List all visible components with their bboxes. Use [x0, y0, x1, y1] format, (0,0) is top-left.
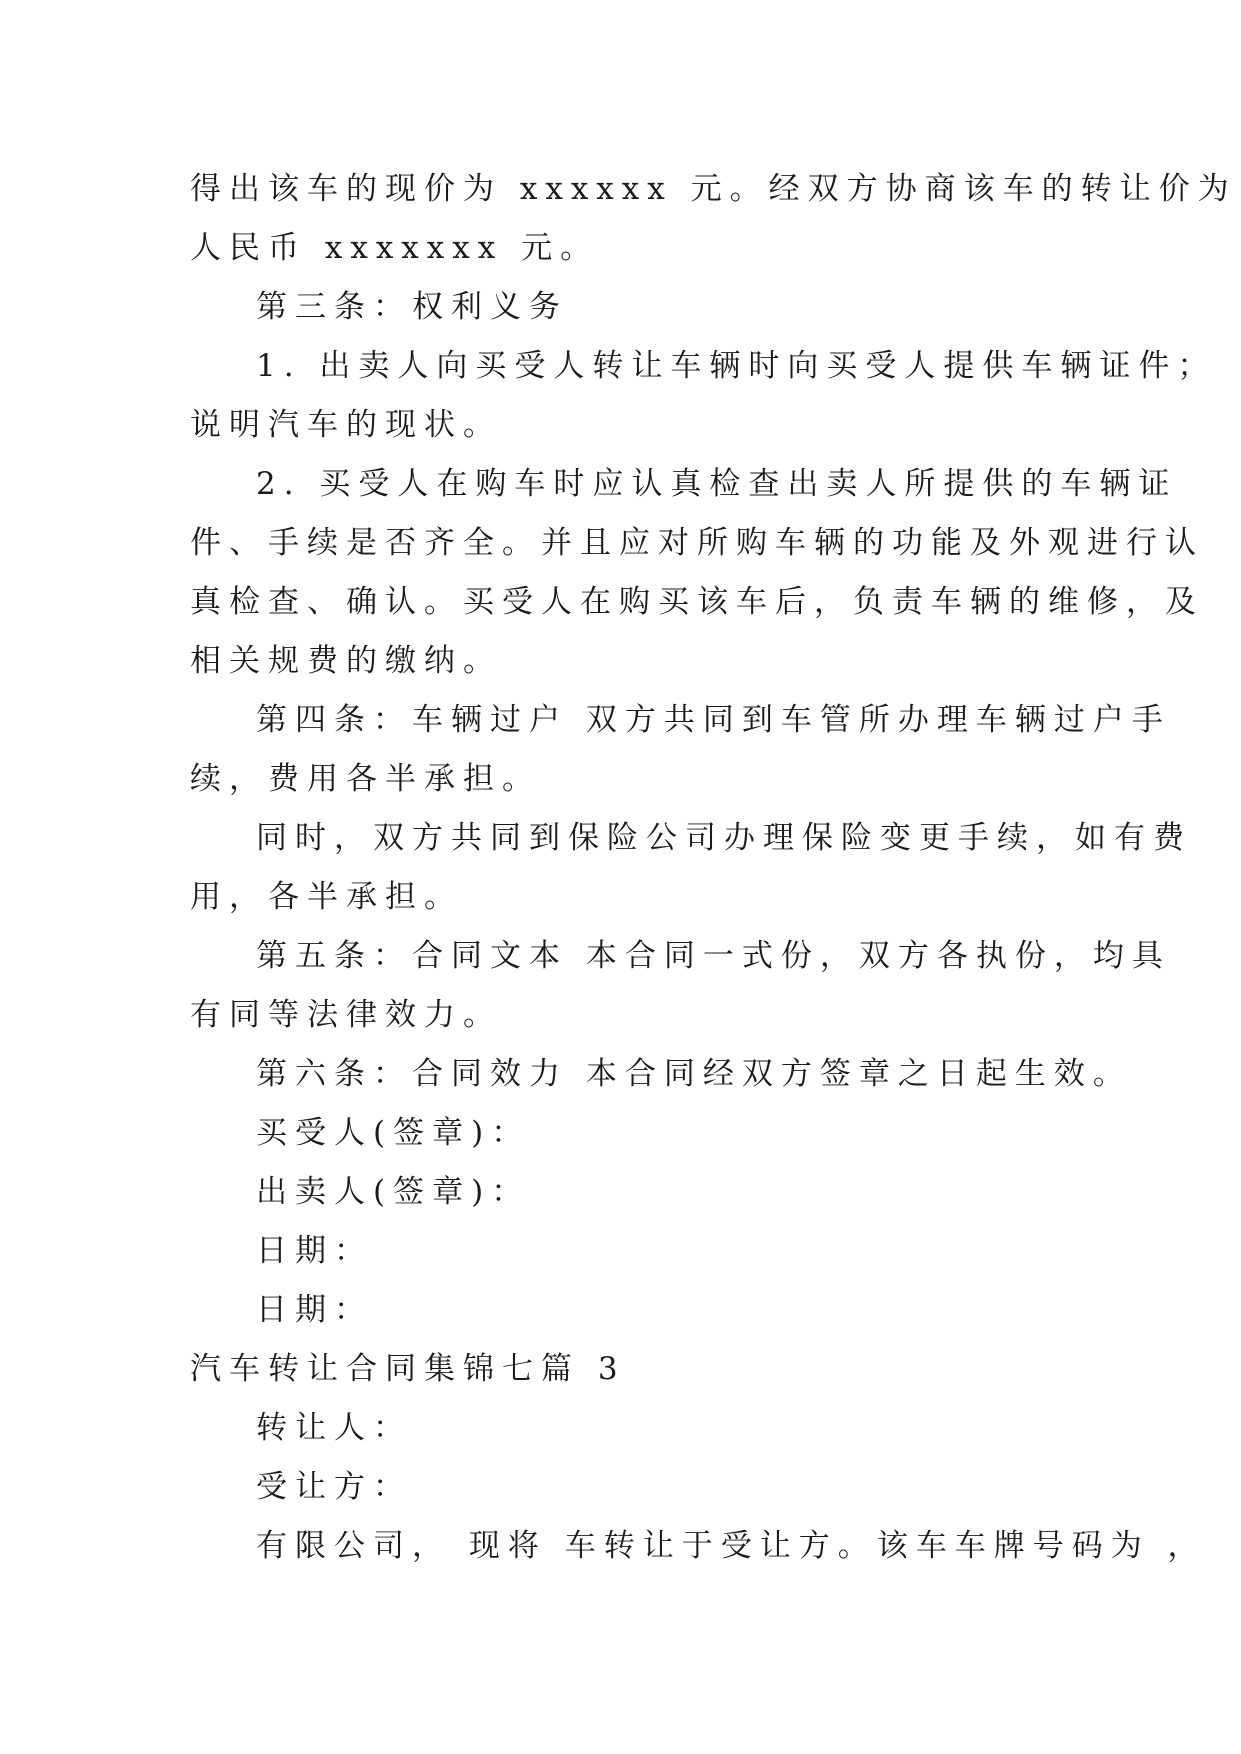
paragraph-line: 人民币 xxxxxxx 元。: [190, 230, 600, 266]
article-heading: 第六条：合同效力 本合同经双方签章之日起生效。: [256, 1056, 1132, 1092]
paragraph-line: 真检查、确认。买受人在购买该车后，负责车辆的维修，及: [190, 584, 1204, 620]
paragraph-line: 有限公司， 现将 车转让于受让方。该车车牌号码为 ，: [256, 1528, 1207, 1564]
date-line: 日期：: [256, 1233, 373, 1269]
paragraph-line: 有同等法律效力。: [190, 997, 502, 1033]
document-body: [190, 160, 1237, 1576]
article-heading: 第四条：车辆过户 双方共同到车管所办理车辆过户手: [256, 702, 1171, 738]
paragraph-line: 1. 出卖人向买受人转让车辆时向买受人提供车辆证件；: [256, 348, 1217, 384]
paragraph-line: 件、手续是否齐全。并且应对所购车辆的功能及外观进行认: [190, 525, 1204, 561]
transferee-line: 受让方：: [256, 1469, 412, 1505]
paragraph-line: 续，费用各半承担。: [190, 761, 541, 797]
article-heading: 第五条：合同文本 本合同一式份，双方各执份，均具: [256, 938, 1171, 974]
paragraph-line: 说明汽车的现状。: [190, 407, 502, 443]
paragraph-line: 相关规费的缴纳。: [190, 643, 502, 679]
signature-line-seller: 出卖人(签章)：: [256, 1174, 531, 1210]
paragraph-line: 用，各半承担。: [190, 879, 463, 915]
paragraph-line: 同时，双方共同到保险公司办理保险变更手续，如有费: [256, 820, 1192, 856]
paragraph-line: 得出该车的现价为 xxxxxx 元。经双方协商该车的转让价为: [190, 171, 1237, 207]
paragraph-line: 2. 买受人在购车时应认真检查出卖人所提供的车辆证: [256, 466, 1178, 502]
date-line: 日期：: [256, 1292, 373, 1328]
article-heading: 第三条：权利义务: [256, 289, 568, 325]
transferor-line: 转让人：: [256, 1410, 412, 1446]
signature-line-buyer: 买受人(签章)：: [256, 1115, 531, 1151]
section-title: 汽车转让合同集锦七篇 3: [190, 1351, 626, 1387]
